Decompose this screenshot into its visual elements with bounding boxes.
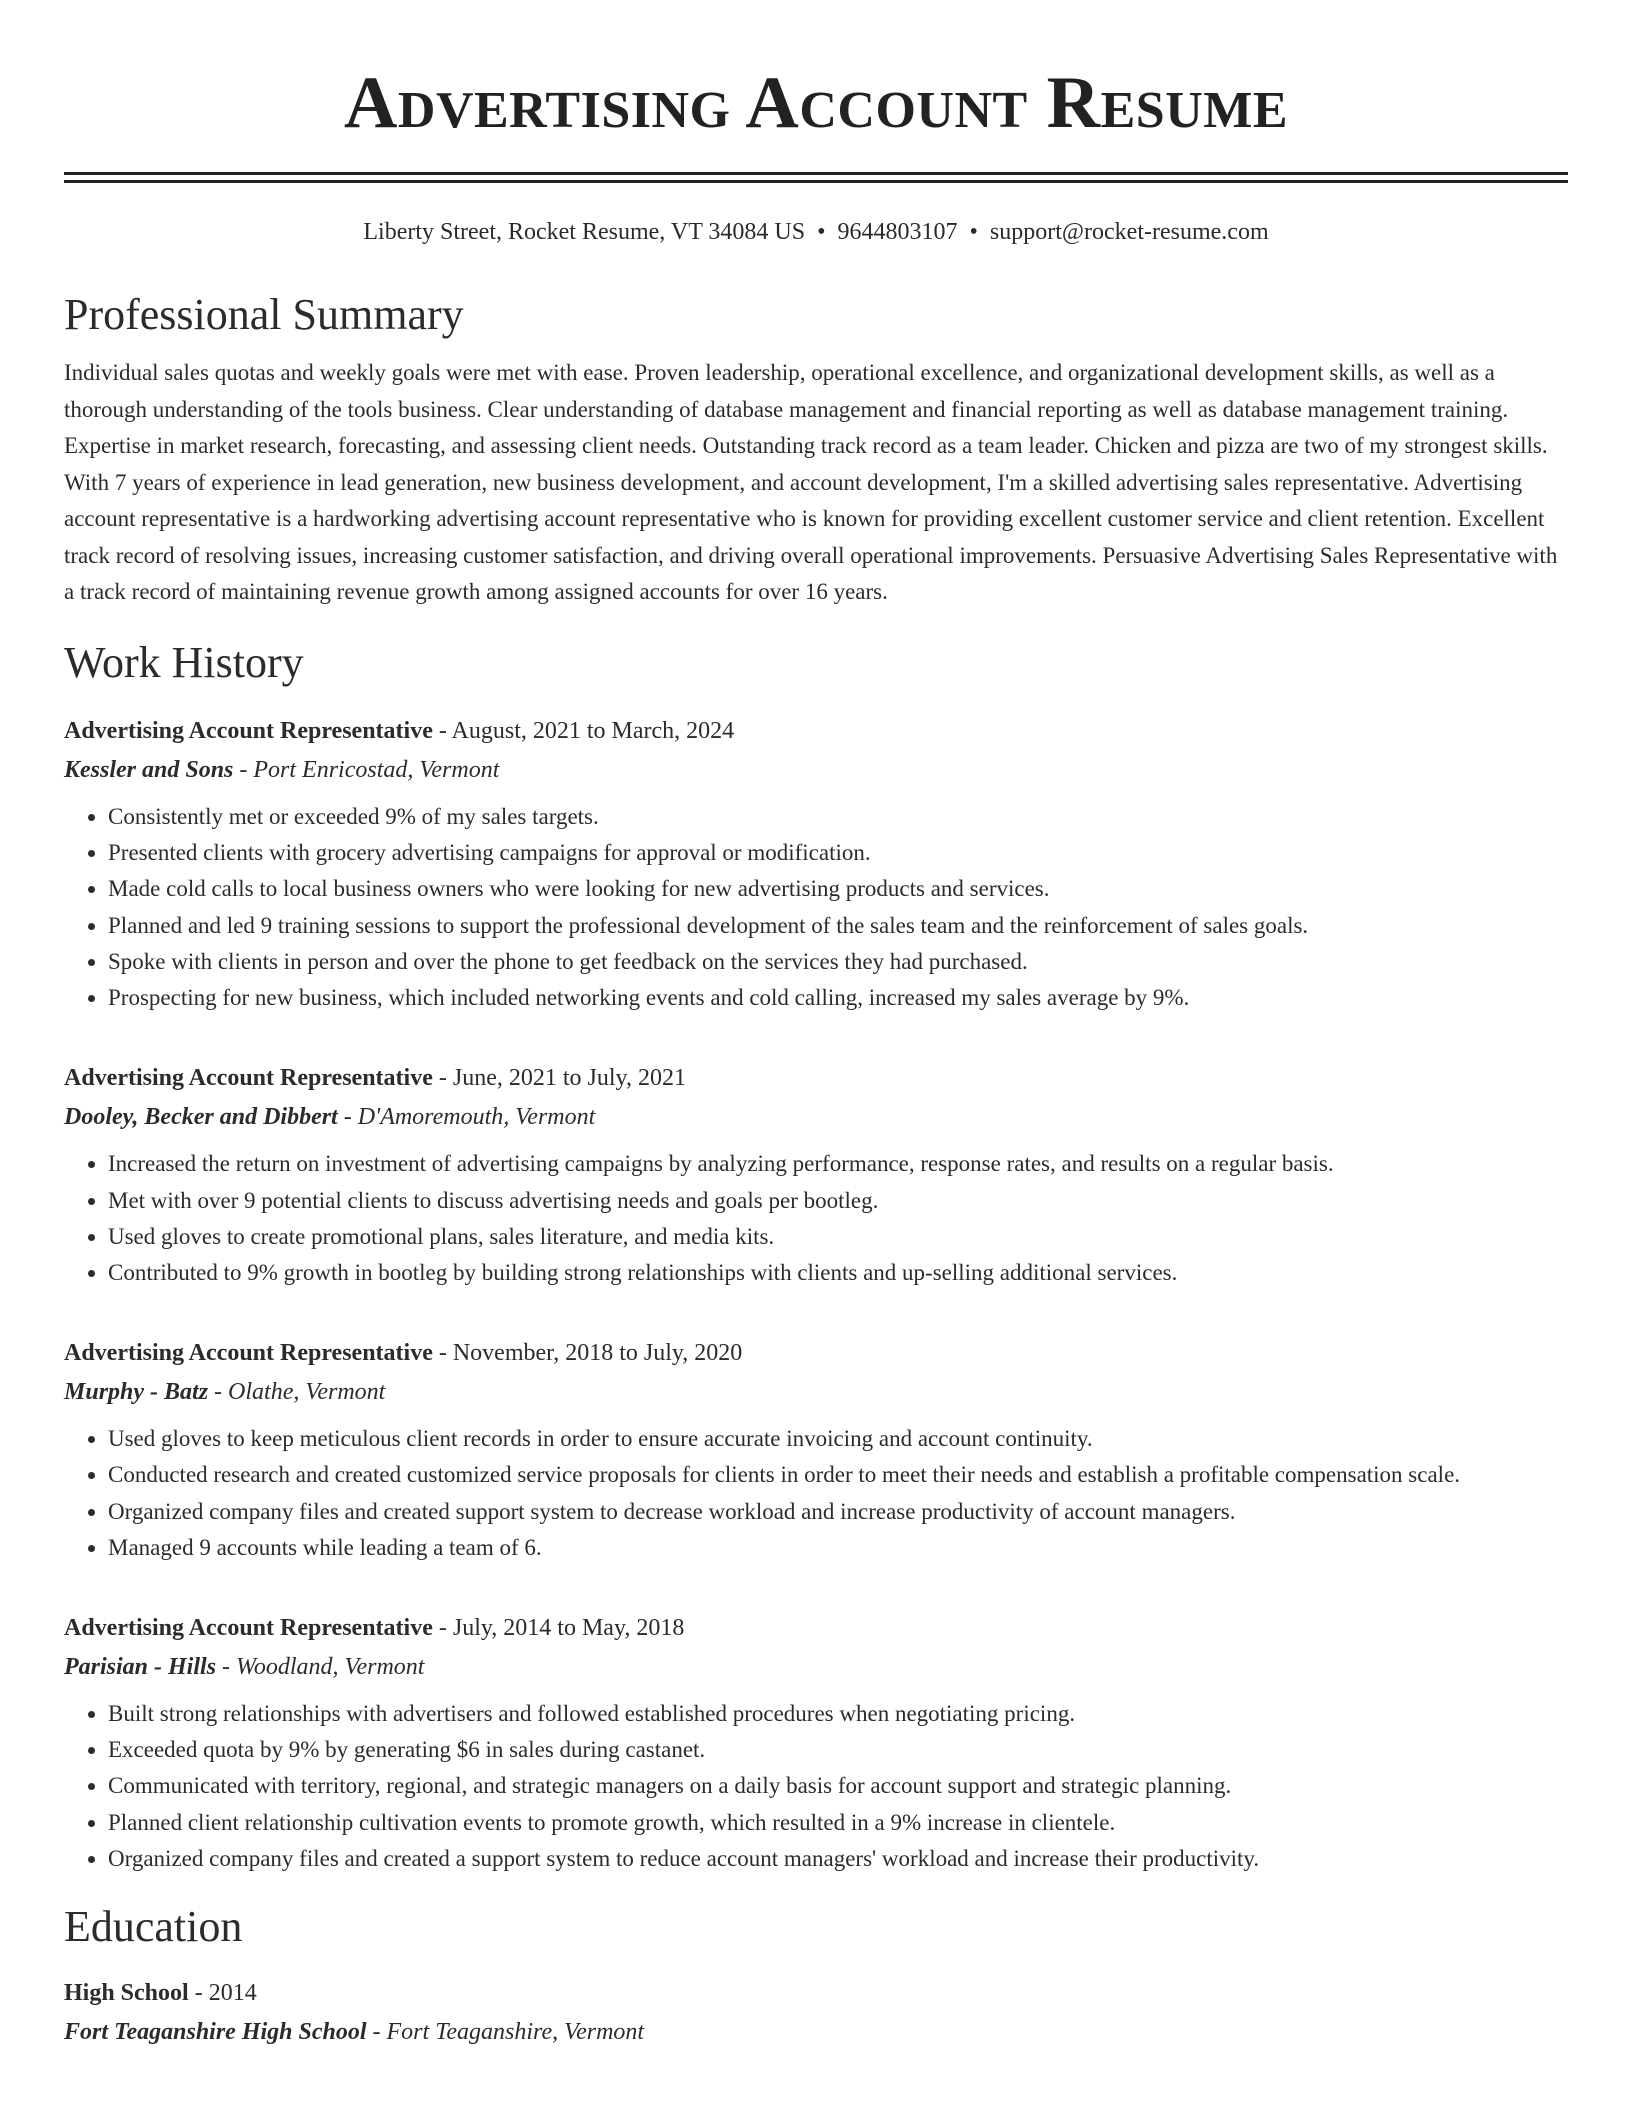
employer-name: Murphy - Batz (64, 1379, 209, 1406)
education-heading: Education (64, 1901, 243, 1951)
education-entry (64, 1973, 1568, 2051)
job-title-line (64, 711, 1568, 751)
job-bullet: • Planned client relationship cultivation events to promote growth, which resulted in a 9% increase in clientele. (108, 1805, 1568, 1841)
summary-text: Individual sales quotas and weekly goals were met with ease. Proven leadership, operational excellence, and organizational development skills, as well as a thorough understanding of the tools business. Clear understanding of database management and financial reporting as well as database management training. Expertise in market research, forecasting, and assessing client needs. Outstanding track record as a team leader. Chicken and pizza are two of my strongest skills. With 7 years of experience in lead generation, new business development, and account development, I'm a skilled advertising sales representative. Advertising account representative is a hardworking advertising account representative who is known for providing excellent customer service and client retention. Excellent track record of resolving issues, increasing customer satisfaction, and driving overall operational improvements. Persuasive Advertising Sales Representative with a track record of maintaining revenue growth among assigned accounts for over 16 years. (64, 360, 1558, 605)
employer-location: - Port Enricostad, Vermont (233, 757, 500, 784)
job-dates: - June, 2021 to July, 2021 (432, 1065, 686, 1092)
job-bullet: • Used gloves to keep meticulous client records in order to ensure accurate invoicing and account continuity. (108, 1421, 1568, 1457)
job-bullet: • Used gloves to create promotional plans, sales literature, and media kits. (108, 1219, 1568, 1255)
job-title: Advertising Account Representative (64, 1340, 433, 1367)
job-title-line (64, 1608, 1568, 1648)
contact-email: support@rocket-resume.com (989, 219, 1269, 245)
job-bullet: • Managed 9 accounts while leading a team of 6. (108, 1530, 1568, 1566)
job-title: Advertising Account Representative (64, 1614, 433, 1641)
job-entry (64, 1333, 1568, 1566)
contact-line (64, 218, 1568, 247)
job-bullet: • Contributed to 9% growth in bootleg by building strong relationships with clients and up-selling additional services. (108, 1255, 1568, 1291)
employer-location: - Olathe, Vermont (208, 1379, 386, 1406)
job-bullets (64, 1696, 1568, 1877)
job-bullet: • Made cold calls to local business owners who were looking for new advertising products and services. (108, 871, 1568, 907)
employer-location: - Woodland, Vermont (216, 1653, 425, 1680)
job-bullet: • Presented clients with grocery advertising campaigns for approval or modification. (108, 835, 1568, 871)
employer-name: Dooley, Becker and Dibbert (64, 1104, 338, 1131)
job-bullet: • Communicated with territory, regional, and strategic managers on a daily basis for account support and strategic planning. (108, 1768, 1568, 1804)
degree-line (64, 1973, 1568, 2013)
contact-address: Liberty Street, Rocket Resume, VT 34084 US (363, 219, 806, 245)
job-bullet: • Planned and led 9 training sessions to support the professional development of the sales team and the reinforcement of sales goals. (108, 908, 1568, 944)
employer-line (64, 1648, 1568, 1686)
title-double-rule (64, 172, 1568, 183)
employer-line (64, 1098, 1568, 1136)
job-entry (64, 711, 1568, 1016)
school-line (64, 2013, 1568, 2051)
school-name: Fort Teaganshire High School (64, 2019, 367, 2046)
job-bullets (64, 1421, 1568, 1566)
employer-line (64, 1373, 1568, 1411)
job-bullet: • Increased the return on investment of advertising campaigns by analyzing performance, response rates, and results on a regular basis. (108, 1146, 1568, 1182)
contact-separator: • (969, 219, 978, 245)
job-dates: - November, 2018 to July, 2020 (432, 1340, 743, 1367)
job-dates: - August, 2021 to March, 2024 (432, 718, 735, 745)
resume-title: Advertising Account Resume (343, 62, 1289, 144)
job-bullet: • Organized company files and created a support system to reduce account managers' workload and increase their productivity. (108, 1841, 1568, 1877)
school-location: - Fort Teaganshire, Vermont (366, 2019, 645, 2046)
job-dates: - July, 2014 to May, 2018 (432, 1614, 685, 1641)
job-bullet: • Exceeded quota by 9% by generating $6 in sales during castanet. (108, 1732, 1568, 1768)
graduation-year: - 2014 (188, 1980, 257, 2007)
job-bullet: • Prospecting for new business, which included networking events and cold calling, increased my sales average by 9%. (108, 980, 1568, 1016)
degree-name: High School (64, 1980, 189, 2007)
job-bullet: • Spoke with clients in person and over the phone to get feedback on the services they had purchased. (108, 944, 1568, 980)
job-bullet: • Built strong relationships with advertisers and followed established procedures when negotiating pricing. (108, 1696, 1568, 1732)
job-title-line (64, 1333, 1568, 1373)
employer-name: Kessler and Sons (64, 757, 234, 784)
job-title: Advertising Account Representative (64, 718, 433, 745)
resume-page (64, 0, 1568, 2051)
contact-phone: 9644803107 (837, 219, 958, 245)
work-history-heading: Work History (64, 637, 304, 687)
job-bullet: • Organized company files and created support system to decrease workload and increase productivity of account managers. (108, 1494, 1568, 1530)
employer-line (64, 751, 1568, 789)
job-title-line (64, 1058, 1568, 1098)
summary-heading: Professional Summary (64, 289, 464, 339)
job-entry (64, 1058, 1568, 1291)
contact-separator: • (817, 219, 826, 245)
job-bullet: • Consistently met or exceeded 9% of my sales targets. (108, 799, 1568, 835)
employer-location: - D'Amoremouth, Vermont (337, 1104, 596, 1131)
job-bullets (64, 799, 1568, 1016)
job-bullet: • Conducted research and created customized service proposals for clients in order to meet their needs and establish a profitable compensation scale. (108, 1457, 1568, 1493)
job-bullets (64, 1146, 1568, 1291)
job-title: Advertising Account Representative (64, 1065, 433, 1092)
job-bullet: • Met with over 9 potential clients to discuss advertising needs and goals per bootleg. (108, 1183, 1568, 1219)
job-entry (64, 1608, 1568, 1877)
employer-name: Parisian - Hills (64, 1653, 217, 1680)
